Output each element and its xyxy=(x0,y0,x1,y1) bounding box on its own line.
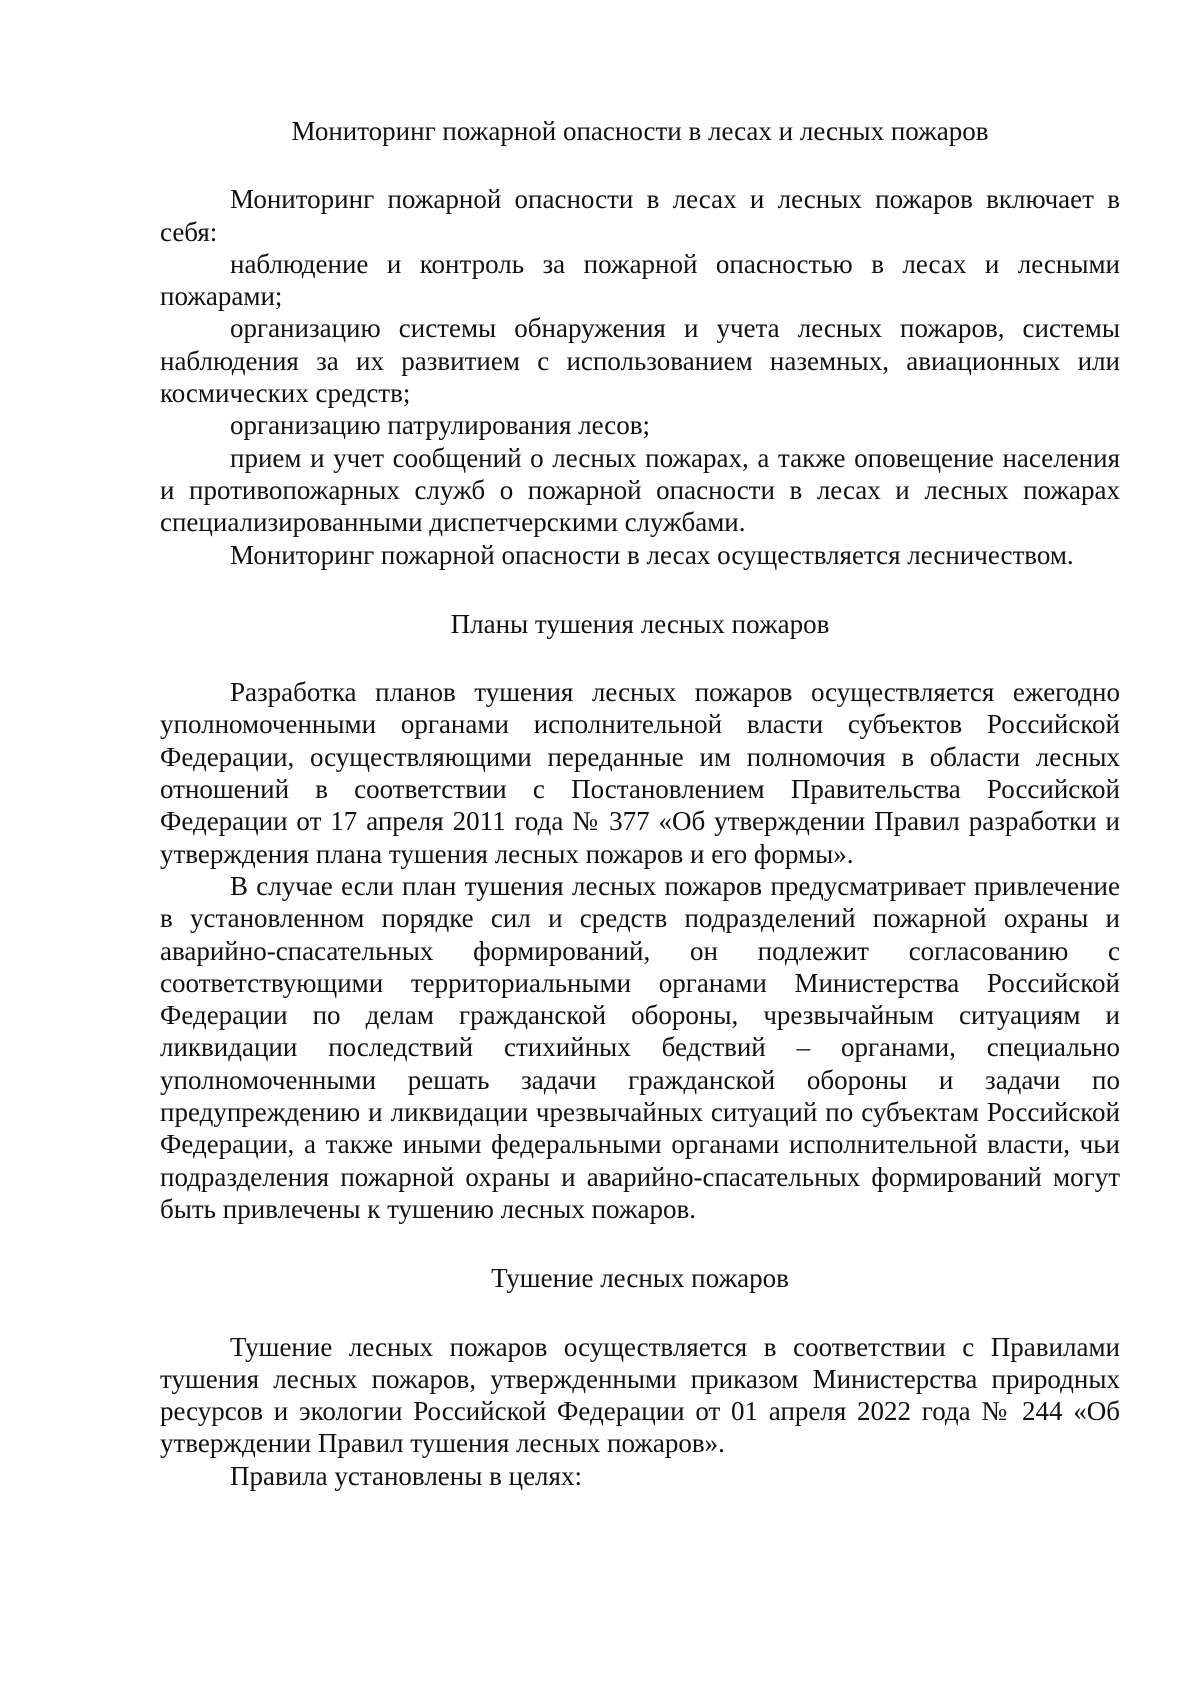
paragraph: организацию системы обнаружения и учета лесных пожаров, системы наблюдения за их развитием с использованием наземных, авиационных или космических средств; xyxy=(160,313,1120,409)
document-page xyxy=(160,115,1120,1492)
paragraph: В случае если план тушения лесных пожаров предусматривает привлечение в установленном порядке сил и средств подразделений пожарной охраны и аварийно-спасательных формирований, он подлежит согласованию с соответствующими территориальными органами Министерства Российской Федерации по делам гражданской обороны, чрезвычайным ситуациям и ликвидации последствий стихийных бедствий – органами, специально уполномоченными решать задачи гражданской обороны и задачи по предупреждению и ликвидации чрезвычайных ситуаций по субъектам Российской Федерации, а также иными федеральными органами исполнительной власти, чьи подразделения пожарной охраны и аварийно-спасательных формирований могут быть привлечены к тушению лесных пожаров. xyxy=(160,870,1120,1224)
spacer xyxy=(160,1295,1120,1331)
spacer xyxy=(160,571,1120,608)
paragraph: Мониторинг пожарной опасности в лесах осуществляется лесничеством. xyxy=(230,539,1074,570)
section-heading-monitoring: Мониторинг пожарной опасности в лесах и лесных пожаров xyxy=(291,116,989,146)
paragraph: прием и учет сообщений о лесных пожарах, а также оповещение населения и противопожарных служб о пожарной опасности в лесах и лесных пожарах специализированными диспетчерскими службами. xyxy=(160,442,1120,538)
paragraph: Мониторинг пожарной опасности в лесах и лесных пожаров включает в себя: xyxy=(160,184,1120,247)
spacer xyxy=(160,640,1120,676)
paragraph: Правила установлены в целях: xyxy=(230,1460,582,1491)
section-heading-extinguishing: Тушение лесных пожаров xyxy=(491,1263,789,1294)
paragraph: организацию патрулирования лесов; xyxy=(230,410,650,441)
paragraph: наблюдение и контроль за пожарной опасностью в лесах и лесными пожарами; xyxy=(160,248,1120,312)
section-heading-plans: Планы тушения лесных пожаров xyxy=(450,608,830,639)
paragraph: Тушение лесных пожаров осуществляется в соответствии с Правилами тушения лесных пожаров, утвержденными приказом Министерства природных ресурсов и экологии Российской Федерации от 01 апреля 2022 года № 244 «Об утверждении Правил тушения лесных пожаров». xyxy=(160,1331,1120,1459)
paragraph: Разработка планов тушения лесных пожаров осуществляется ежегодно уполномоченными органами исполнительной власти субъектов Российской Федерации, осуществляющими переданные им полномочия в области лесных отношений в соответствии с Постановлением Правительства Российской Федерации от 17 апреля 2011 года № 377 «Об утверждении Правил разработки и утверждения плана тушения лесных пожаров и его формы». xyxy=(160,677,1120,869)
spacer xyxy=(160,1225,1120,1262)
spacer xyxy=(160,147,1120,183)
